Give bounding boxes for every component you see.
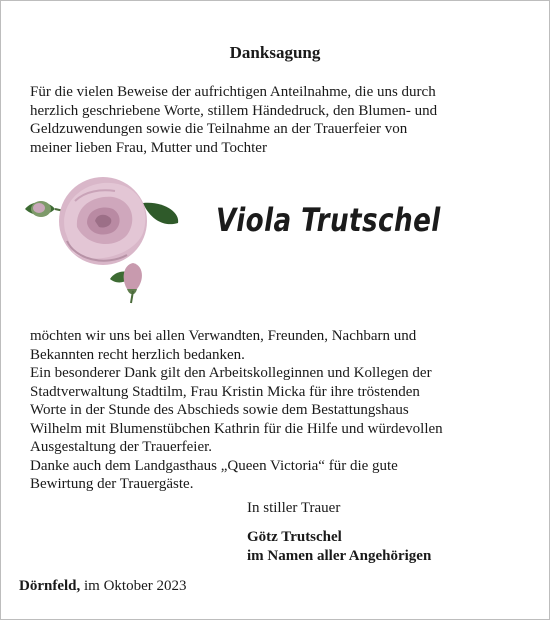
rose-image (15, 161, 185, 311)
body-line: Danke auch dem Landgasthaus „Queen Victoria“ für die gute (30, 457, 398, 474)
intro-line: Für die vielen Beweise der aufrichtigen Anteilnahme, die uns durch (30, 84, 436, 100)
body-paragraph (30, 327, 530, 494)
page-title: Danksagung (229, 43, 321, 62)
intro-paragraph (30, 83, 530, 157)
mourning-line: In stiller Trauer (247, 500, 341, 516)
place-name: Dörnfeld, (19, 578, 81, 594)
place-date (19, 578, 187, 595)
body-line: möchten wir uns bei allen Verwandten, Freunden, Nachbarn und (30, 328, 417, 344)
body-line: Ein besonderer Dank gilt den Arbeitskolleginnen und Kollegen der (30, 365, 432, 381)
signer-note: im Namen aller Angehörigen (247, 547, 432, 564)
intro-line: meiner lieben Frau, Mutter und Tochter (30, 139, 267, 156)
date-text: im Oktober 2023 (84, 578, 187, 594)
intro-line: herzlich geschriebene Worte, stillem Händedruck, den Blumen- und (30, 102, 438, 119)
body-line: Worte in der Stunde des Abschieds sowie dem Bestattungshaus (30, 402, 409, 418)
body-line: Stadtverwaltung Stadtilm, Frau Kristin Micka für ihre tröstenden (30, 383, 420, 400)
body-line: Wilhelm mit Blumenstübchen Kathrin für die Hilfe und würdevollen (30, 420, 443, 437)
signer-block (247, 528, 431, 565)
signer-name: Götz Trutschel (247, 529, 342, 545)
body-line: Ausgestaltung der Trauerfeier. (30, 439, 213, 455)
body-line: Bekannten recht herzlich bedanken. (30, 346, 245, 363)
deceased-name: Viola Trutschel (216, 201, 441, 239)
body-line: Bewirtung der Trauergäste. (30, 476, 194, 492)
intro-line: Geldzuwendungen sowie die Teilnahme an der Trauerfeier von (30, 121, 408, 137)
